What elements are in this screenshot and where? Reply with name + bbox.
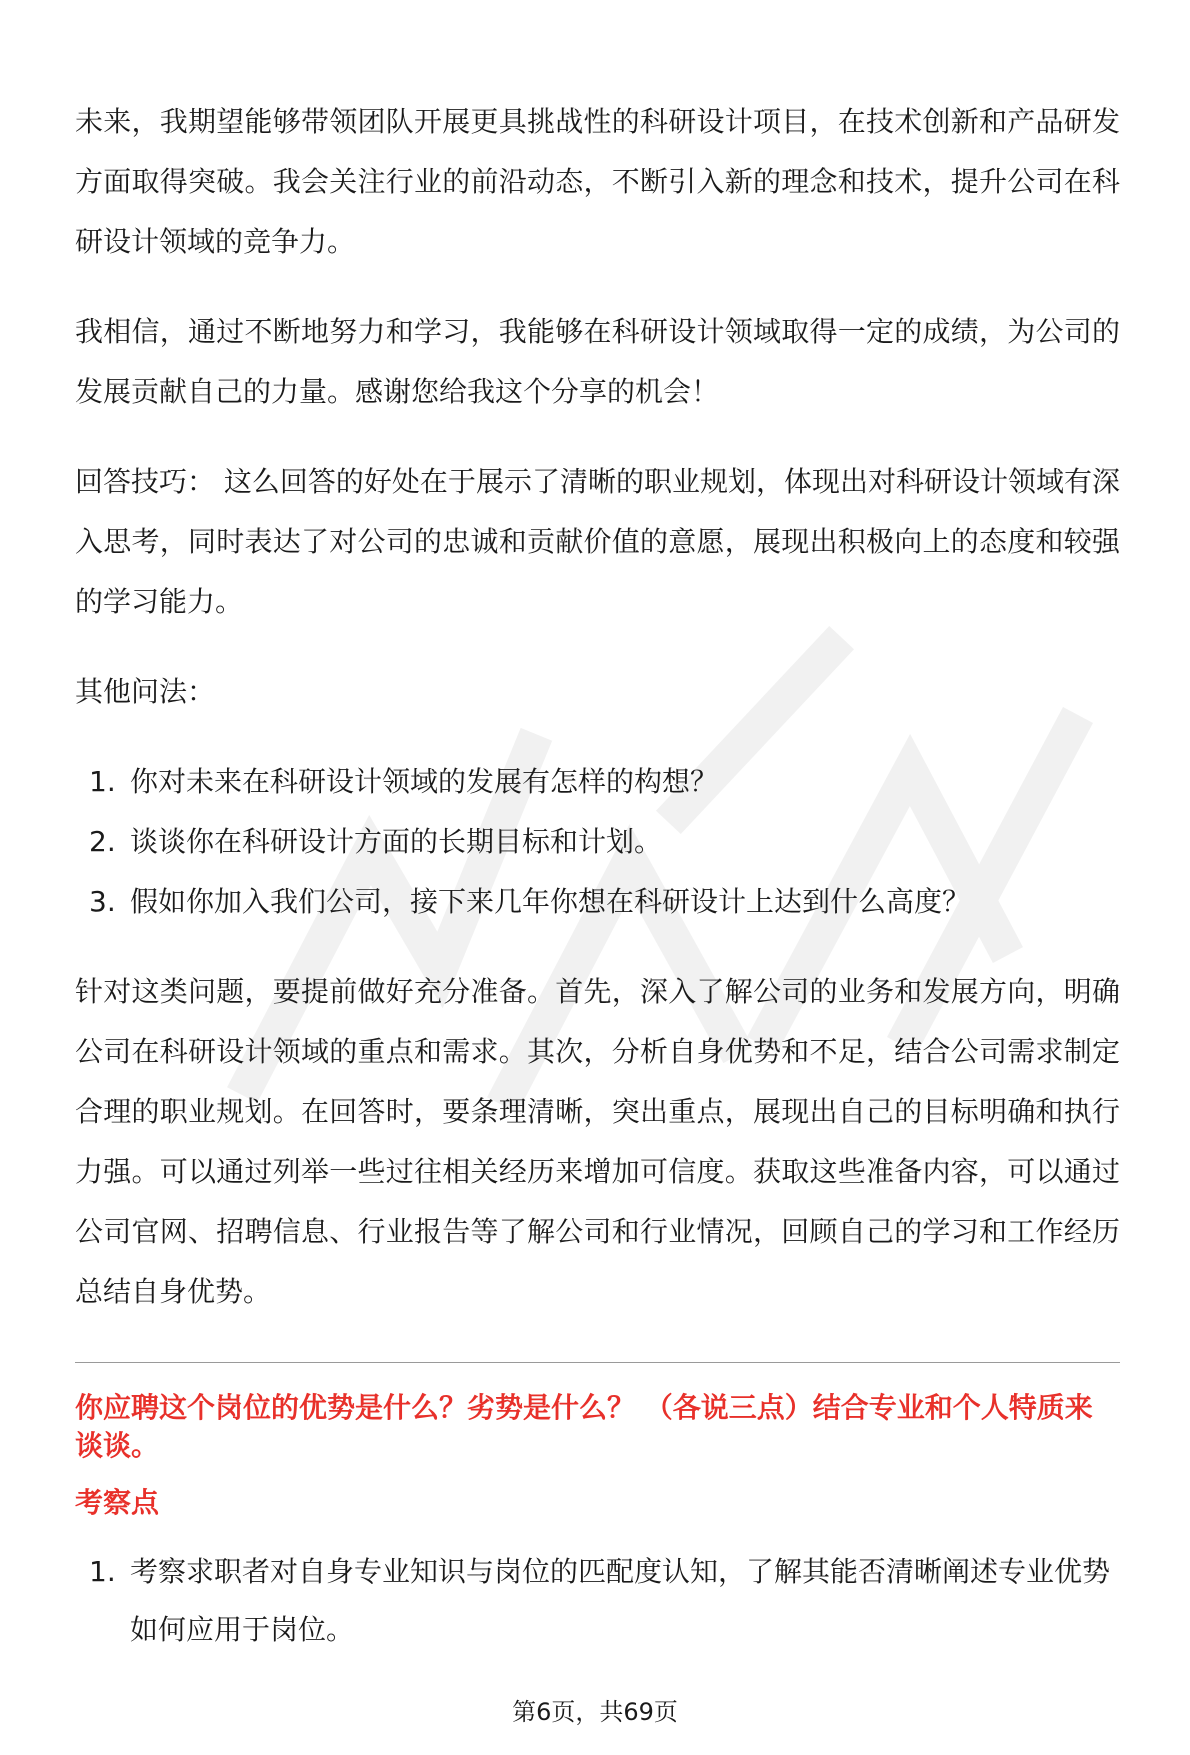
other-questions-list	[75, 752, 1120, 932]
section-divider	[75, 1362, 1120, 1363]
content-area	[75, 92, 1120, 1689]
paragraph-other-questions-label: 其他问法：	[75, 675, 216, 708]
list-number: 3.	[89, 885, 116, 918]
list-item-text: 假如你加入我们公司，接下来几年你想在科研设计上达到什么高度？	[130, 885, 971, 918]
paragraph-preparation-advice: 针对这类问题，要提前做好充分准备。首先，深入了解公司的业务和发展方向，明确公司在科研设计领域的重点和需求。其次，分析自身优势和不足，结合公司需求制定合理的职业规划。在回答时，要条理清晰，突出重点，展现出自己的目标明确和执行力强。可以通过列举一些过往相关经历来增加可信度。获取这些准备内容，可以通过公司官网、招聘信息、行业报告等了解公司和行业情况，回顾自己的学习和工作经历总结自身优势。	[75, 975, 1120, 1308]
assessment-points-list	[75, 1543, 1120, 1659]
paragraph-closing: 我相信，通过不断地努力和学习，我能够在科研设计领域取得一定的成绩，为公司的发展贡献自己的力量。感谢您给我这个分享的机会！	[75, 315, 1120, 408]
list-item	[75, 752, 1120, 812]
list-item	[75, 872, 1120, 932]
list-item-text: 考察求职者对自身专业知识与岗位的匹配度认知，了解其能否清晰阐述专业优势如何应用于岗位。	[130, 1555, 1111, 1646]
question-title: 你应聘这个岗位的优势是什么？劣势是什么？ （各说三点）结合专业和个人特质来谈谈。	[75, 1391, 1093, 1462]
assessment-points-heading: 考察点	[75, 1486, 160, 1519]
list-number: 1.	[89, 765, 116, 798]
page-number-footer: 第6页，共69页	[512, 1698, 678, 1726]
list-item-text: 你对未来在科研设计领域的发展有怎样的构想？	[130, 765, 719, 798]
list-item	[75, 812, 1120, 872]
paragraph-answer-tips: 回答技巧： 这么回答的好处在于展示了清晰的职业规划，体现出对科研设计领域有深入思考，同时表达了对公司的忠诚和贡献价值的意愿，展现出积极向上的态度和较强的学习能力。	[75, 465, 1120, 618]
list-number: 1.	[89, 1555, 116, 1588]
list-number: 2.	[89, 825, 116, 858]
list-item	[75, 1543, 1120, 1659]
paragraph-future-goals: 未来，我期望能够带领团队开展更具挑战性的科研设计项目，在技术创新和产品研发方面取得突破。我会关注行业的前沿动态，不断引入新的理念和技术，提升公司在科研设计领域的竞争力。	[75, 105, 1120, 258]
list-item-text: 谈谈你在科研设计方面的长期目标和计划。	[130, 825, 663, 858]
